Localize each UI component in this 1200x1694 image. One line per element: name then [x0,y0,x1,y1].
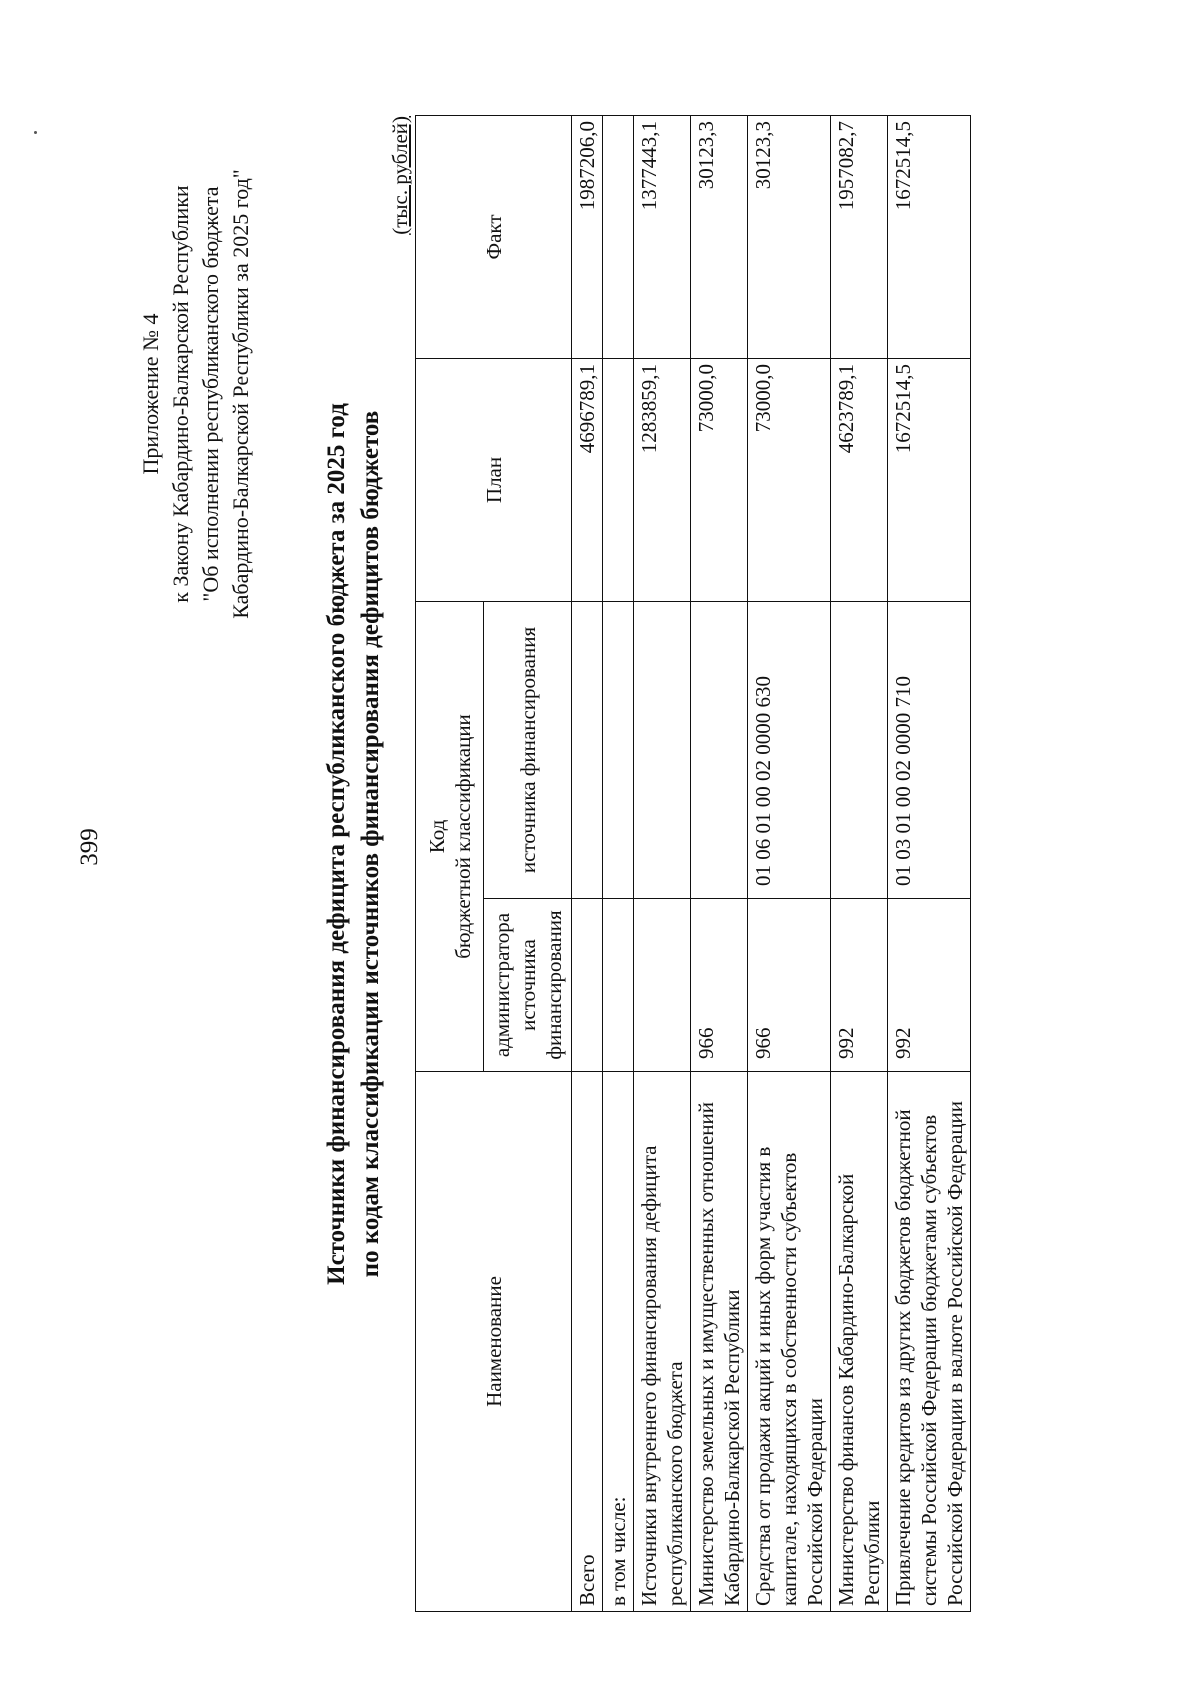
table-row [634,115,691,1611]
row-fact: 1957082,7 [831,115,888,358]
row-source-code [691,601,748,898]
row-plan: 73000,0 [691,358,748,601]
row-plan [603,358,634,601]
scan-speck [34,131,37,134]
row-admin-code: 966 [691,899,748,1072]
appendix-line-2: к Закону Кабардино-Балкарской Республики [168,185,193,603]
row-name: Всего [572,1072,603,1612]
row-plan: 1283859,1 [634,358,691,601]
table-row [748,115,831,1611]
row-admin-code [572,899,603,1072]
row-admin-code [634,899,691,1072]
row-admin-code: 992 [831,899,888,1072]
row-plan: 73000,0 [748,358,831,601]
appendix-line-3: "Об исполнении республиканского бюджета [198,186,223,602]
header-code-line-2: бюджетной классификации [450,714,475,959]
table-row [831,115,888,1611]
row-fact: 1377443,1 [634,115,691,358]
row-plan: 1672514,5 [888,358,971,601]
row-name: Министерство земельных и имущественных отношений Кабардино-Балкарской Республики [691,1072,748,1612]
row-source-code [831,601,888,898]
row-admin-code: 992 [888,899,971,1072]
row-fact [603,115,634,358]
table-row [888,115,971,1611]
header-fact: Факт [416,115,572,358]
header-source: источника финансирования [484,601,572,898]
page-number: 399 [76,828,103,866]
row-name: в том числе: [603,1072,634,1612]
header-name: Наименование [416,1072,572,1612]
row-source-code: 01 06 01 00 02 0000 630 [748,601,831,898]
appendix-line-1: Приложение № 4 [138,313,163,475]
header-code-line-1: Код [424,819,449,854]
row-name: Средства от продажи акций и иных форм участия в капитале, находящихся в собственности субъектов Российской Федерации [748,1072,831,1612]
row-fact: 1987206,0 [572,115,603,358]
row-plan: 4696789,1 [572,358,603,601]
table-row [691,115,748,1611]
row-name: Источники внутреннего финансирования дефицита республиканского бюджета [634,1072,691,1612]
row-name: Министерство финансов Кабардино-Балкарской Республики [831,1072,888,1612]
row-fact: 30123,3 [691,115,748,358]
header-plan: План [416,358,572,601]
row-name: Привлечение кредитов из других бюджетов бюджетной системы Российской Федерации бюджетами субъектов Российской Федерации в валюте Российской Федерации [888,1072,971,1612]
document-title [320,194,388,1494]
row-source-code [603,601,634,898]
table-row [572,115,603,1611]
row-fact: 1672514,5 [888,115,971,358]
row-source-code [634,601,691,898]
row-fact: 30123,3 [748,115,831,358]
row-source-code [572,601,603,898]
units-label: (тыс. рублей) [388,116,412,235]
title-line-1: Источники финансирования дефицита республиканского бюджета за 2025 год [323,403,350,1285]
row-admin-code [603,899,634,1072]
row-admin-code: 966 [748,899,831,1072]
header-code-group [416,601,484,1071]
appendix-header [136,114,256,674]
title-line-2: по кодам классификации источников финансирования дефицитов бюджетов [357,410,384,1278]
appendix-line-4: Кабардино-Балкарской Республики за 2025 год" [228,169,253,619]
row-plan: 4623789,1 [831,358,888,601]
header-admin: администратора источника финансирования [484,899,572,1072]
financing-table [415,115,971,1612]
row-source-code: 01 03 01 00 02 0000 710 [888,601,971,898]
table-row [603,115,634,1611]
